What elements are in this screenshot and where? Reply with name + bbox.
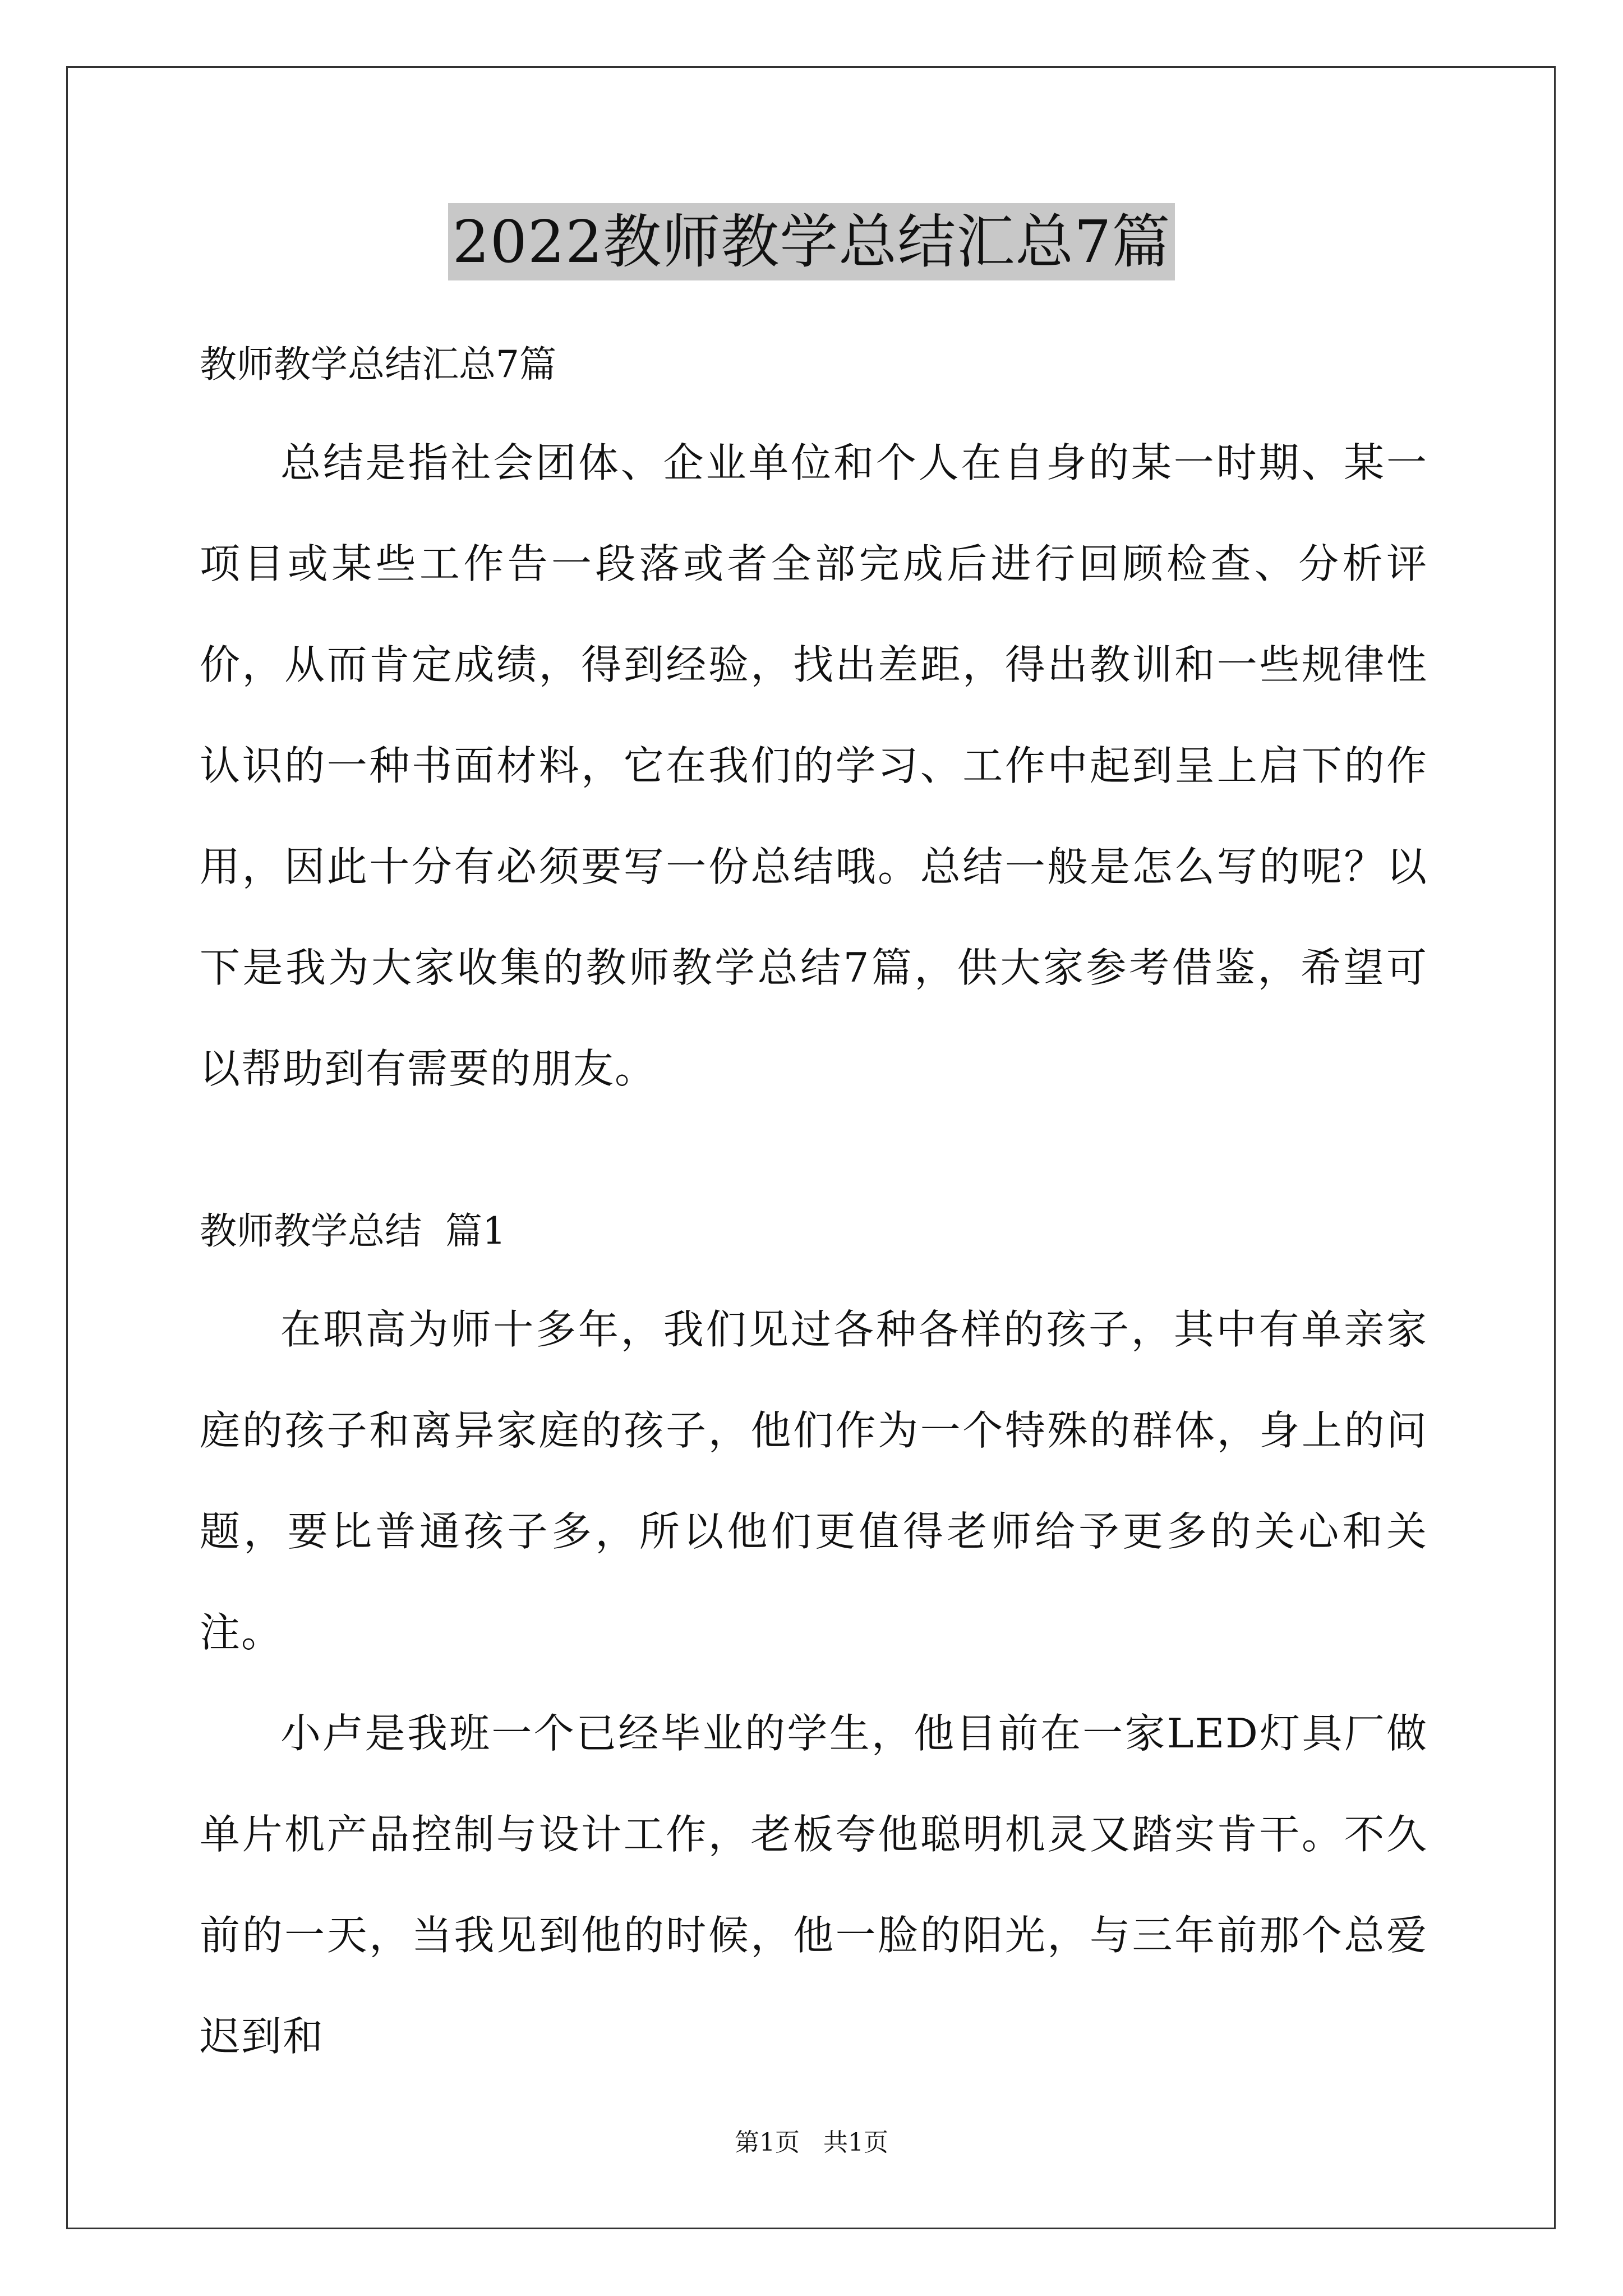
intro-paragraph: 总结是指社会团体、企业单位和个人在自身的某一时期、某一项目或某些工作告一段落或者全部完成后进行回顾检查、分析评价，从而肯定成绩，得到经验，找出差距，得出教训和一些规律性认识的一种书面材料，它在我们的学习、工作中起到呈上启下的作用，因此十分有必须要写一份总结哦。总结一般是怎么写的呢？以下是我为大家收集的教师教学总结7篇，供大家参考借鉴，希望可以帮助到有需要的朋友。 xyxy=(200,439,1428,1092)
page-total: 共1页 xyxy=(823,2128,888,2157)
section-heading-1: 教师教学总结 篇1 xyxy=(200,1209,506,1253)
section1-paragraph-1: 在职高为师十多年，我们见过各种各样的孩子，其中有单亲家庭的孩子和离异家庭的孩子，他们作为一个特殊的群体，身上的问题，要比普通孩子多，所以他们更值得老师给予更多的关心和关注。 xyxy=(200,1306,1428,1656)
page-footer xyxy=(0,2126,1623,2160)
page-number: 第1页 xyxy=(735,2128,800,2157)
document-title: 2022教师教学总结汇总7篇 xyxy=(448,203,1175,280)
document-body xyxy=(200,337,1428,2087)
intro-heading: 教师教学总结汇总7篇 xyxy=(200,343,556,386)
section1-paragraph-2: 小卢是我班一个已经毕业的学生，他目前在一家LED灯具厂做单片机产品控制与设计工作，老板夸他聪明机灵又踏实肯干。不久前的一天，当我见到他的时候，他一脸的阳光，与三年前那个总爱迟到和 xyxy=(200,1710,1428,2060)
title-container xyxy=(0,203,1623,280)
